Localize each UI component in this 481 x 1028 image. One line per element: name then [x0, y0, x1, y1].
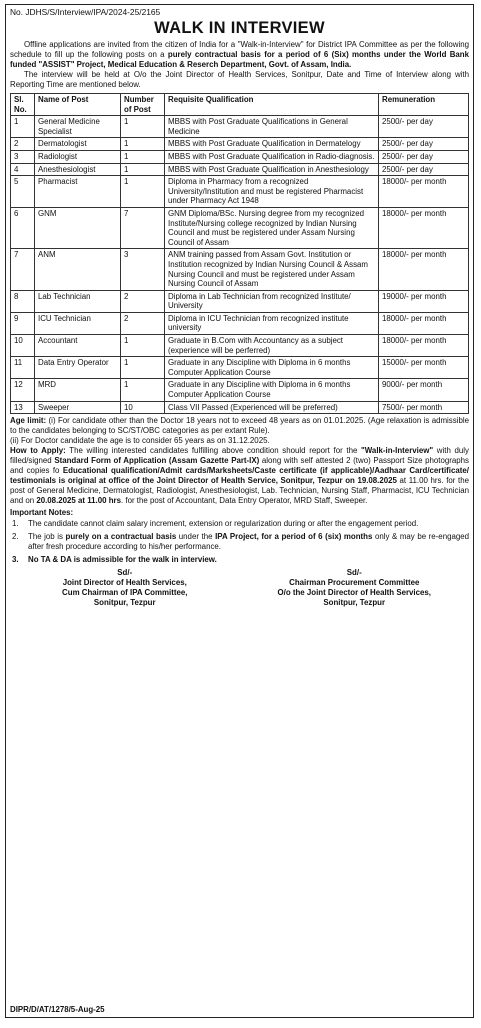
advertisement-page: [5, 4, 474, 1018]
cell-sl: 9: [11, 312, 35, 334]
cell-post: MRD: [35, 379, 121, 401]
cell-remuneration: 19000/- per month: [379, 290, 469, 312]
cell-remuneration: 18000/- per month: [379, 207, 469, 248]
cell-remuneration: 18000/- per month: [379, 176, 469, 208]
cell-post: Anesthesiologist: [35, 163, 121, 176]
col-header-post: Name of Post: [35, 94, 121, 116]
cell-remuneration: 2500/- per day: [379, 163, 469, 176]
cell-post: General Medicine Specialist: [35, 116, 121, 138]
age-limit-text: (i) For candidate other than the Doctor 18 years not to exceed 48 years as on 01.01.2025. (Age relaxation is admissible to the candidates belonging to SC/ST/OBC categories as per extant Rule).: [10, 416, 469, 436]
cell-number: 1: [121, 150, 165, 163]
table-row: [11, 138, 469, 151]
cell-number: 7: [121, 207, 165, 248]
cell-remuneration: 7500/- per month: [379, 401, 469, 414]
intro-paragraph: [10, 40, 469, 70]
note-bold-text: purely on a contractual basis: [65, 532, 177, 542]
cell-number: 1: [121, 163, 165, 176]
table-row: [11, 290, 469, 312]
signature-line: Sonitpur, Tezpur: [323, 598, 386, 608]
cell-number: 1: [121, 379, 165, 401]
cell-qualification: Graduate in any Discipline with Diploma in 6 months Computer Application Course: [165, 379, 379, 401]
cell-qualification: GNM Diploma/BSc. Nursing degree from my recognized Institute/Nursing college recognized by Indian Nursing Council and must be registered under Assam Nursing Council of Assam: [165, 207, 379, 248]
cell-sl: 12: [11, 379, 35, 401]
cell-number: 2: [121, 312, 165, 334]
apply-text: along with self attested 2 (two) Passport Size photographs and copies fo: [10, 456, 469, 476]
col-header-qualification: Requisite Qualification: [165, 94, 379, 116]
cell-remuneration: 18000/- per month: [379, 249, 469, 290]
table-row: [11, 312, 469, 334]
table-row: [11, 116, 469, 138]
table-row: [11, 335, 469, 357]
cell-qualification: Class VII Passed (Experienced will be preferred): [165, 401, 379, 414]
cell-sl: 4: [11, 163, 35, 176]
cell-sl: 7: [11, 249, 35, 290]
intro-bold-text: purely contractual basis for a period of 6 (Six) months under the World Bank funded "ASSIST" Project, Medical Education & Reserch Department, Govt. of Assam, India.: [10, 50, 470, 69]
table-row: [11, 379, 469, 401]
cell-qualification: MBBS with Post Graduate Qualification in Dermatelogy: [165, 138, 379, 151]
signature-line: Sd/-: [346, 568, 362, 578]
how-to-apply-paragraph: [10, 446, 469, 506]
note-text: under the: [176, 532, 216, 542]
cell-number: 1: [121, 176, 165, 208]
signature-line: Chairman Procurement Committee: [289, 578, 420, 588]
age-limit-label: Age limit:: [10, 416, 47, 426]
col-header-remuneration: Remuneration: [379, 94, 469, 116]
apply-bold-text: "Walk-in-Interview": [361, 446, 434, 456]
age-limit-section: [10, 416, 469, 446]
table-row: [11, 207, 469, 248]
note-text: only & may be re-engaged after fresh procedure according to his/her performance.: [28, 532, 470, 552]
signature-line: Cum Chairman of IPA Committee,: [62, 588, 188, 598]
cell-qualification: MBBS with Post Graduate Qualification in Anesthesiology: [165, 163, 379, 176]
cell-sl: 5: [11, 176, 35, 208]
cell-number: 3: [121, 249, 165, 290]
cell-qualification: Graduate in B.Com with Accountancy as a subject (experience will be perferred): [165, 335, 379, 357]
cell-qualification: Diploma in Lab Technician from recognized Institute/ University: [165, 290, 379, 312]
cell-sl: 11: [11, 357, 35, 379]
cell-sl: 2: [11, 138, 35, 151]
cell-remuneration: 2500/- per day: [379, 138, 469, 151]
apply-bold-text: Standard Form of Application (Assam Gazette Part-IX): [54, 456, 260, 466]
reference-number: No. JDHS/S/Interview/IPA/2024-25/2165: [10, 7, 161, 17]
cell-remuneration: 18000/- per month: [379, 312, 469, 334]
cell-post: Accountant: [35, 335, 121, 357]
cell-post: Dermatologist: [35, 138, 121, 151]
cell-remuneration: 2500/- per day: [379, 150, 469, 163]
signature-line: Sonitpur, Tezpur: [93, 598, 156, 608]
cell-number: 2: [121, 290, 165, 312]
cell-post: Data Entry Operator: [35, 357, 121, 379]
apply-text: The willing interested candidates fulfilling above condition should report for the: [65, 446, 362, 456]
table-row: [11, 249, 469, 290]
cell-sl: 8: [11, 290, 35, 312]
cell-sl: 10: [11, 335, 35, 357]
list-item: [10, 519, 469, 529]
cell-sl: 6: [11, 207, 35, 248]
signature-line: Sd/-: [117, 568, 133, 578]
cell-number: 1: [121, 116, 165, 138]
cell-sl: 1: [11, 116, 35, 138]
footer-code: DIPR/D/AT/1278/5-Aug-25: [10, 1005, 105, 1014]
note-text: The job is: [28, 532, 66, 542]
age-limit-doctor: (ii) For Doctor candidate the age is to consider 65 years as on 31.12.2025.: [10, 436, 270, 446]
signature-block: [10, 568, 469, 608]
cell-number: 1: [121, 138, 165, 151]
signature-line: O/o the Joint Director of Health Services,: [277, 588, 431, 598]
cell-post: ANM: [35, 249, 121, 290]
how-to-apply-label: How to Apply:: [10, 446, 66, 456]
posts-table: [10, 93, 469, 414]
apply-bold-text: Educational qualification/Admit cards/Marksheets/Caste certificate (if applicable)/Aadhaar Card/certificate/ testimonials is original at office of the Joint Director of Health Service, Sonitpur, Tezpur on 19.08.2025: [10, 466, 469, 486]
cell-qualification: Diploma in Pharmacy from a recognized University/Institution and must be registered Pharmacist under Pharmacy Act 1948: [165, 176, 379, 208]
cell-qualification: Graduate in any Discipline with Diploma in 6 months Computer Application Course: [165, 357, 379, 379]
table-row: [11, 401, 469, 414]
signature-line: Joint Director of Health Services,: [62, 578, 187, 588]
cell-number: 1: [121, 357, 165, 379]
apply-text: at 11.00 hrs. for the post of General Medicine, Dermatologist, Radiologist, Anesthesiologist, Lab. Technician, Nursing Staff, Pharmacist, ICU Technician and on: [10, 476, 469, 506]
cell-remuneration: 9000/- per month: [379, 379, 469, 401]
cell-post: Sweeper: [35, 401, 121, 414]
interview-venue-paragraph: The interview will be held at O/o the Joint Director of Health Services, Sonitpur, Date and Time of Interview along with Reporting Time are mentioned below.: [10, 70, 469, 89]
cell-number: 10: [121, 401, 165, 414]
col-header-number: Number of Post: [121, 94, 165, 116]
cell-remuneration: 18000/- per month: [379, 335, 469, 357]
cell-sl: 13: [11, 401, 35, 414]
cell-sl: 3: [11, 150, 35, 163]
apply-bold-text: 20.08.2025 at 11.00 hrs: [36, 496, 122, 506]
table-row: [11, 176, 469, 208]
intro-text: Offline applications are invited from the citizen of India for a "Walk-in-Interview" for District IPA Committee as per the following schedule to fill up the following posts on a: [10, 40, 469, 59]
cell-remuneration: 2500/- per day: [379, 116, 469, 138]
cell-qualification: Diploma in ICU Technician from recognized institute university: [165, 312, 379, 334]
table-row: [11, 357, 469, 379]
cell-post: Radiologist: [35, 150, 121, 163]
cell-post: ICU Technician: [35, 312, 121, 334]
list-item: [10, 555, 469, 565]
cell-qualification: ANM training passed from Assam Govt. Institution or Institution recognized by Indian Nursing Council & Assam Nursing Council and must be registered under Assam Nursing Council of Assam: [165, 249, 379, 290]
page-title: WALK IN INTERVIEW: [154, 19, 325, 37]
note-number: 1.: [12, 519, 19, 529]
table-header-row: [11, 94, 469, 116]
cell-number: 1: [121, 335, 165, 357]
table-row: [11, 150, 469, 163]
apply-text: . for the post of Accountant, Data Entry Operator, MRD Staff, Sweeper.: [121, 496, 368, 506]
note-text: The candidate cannot claim salary increment, extension or regularization during or after the engagement period.: [28, 519, 419, 529]
note-bold-text: IPA Project, for a period of 6 (six) months: [215, 532, 373, 542]
table-row: [11, 163, 469, 176]
signature-right: [240, 568, 470, 608]
important-notes-heading: Important Notes:: [10, 508, 74, 518]
list-item: [10, 532, 469, 552]
cell-post: Lab Technician: [35, 290, 121, 312]
cell-remuneration: 15000/- per month: [379, 357, 469, 379]
apply-text: with duly filled/signed: [10, 446, 469, 466]
cell-qualification: MBBS with Post Graduate Qualifications in General Medicine: [165, 116, 379, 138]
note-bold-text: No TA & DA is admissible for the walk in interview.: [28, 555, 217, 565]
cell-post: GNM: [35, 207, 121, 248]
cell-qualification: MBBS with Post Graduate Qualification in Radio-diagnosis.: [165, 150, 379, 163]
important-notes-list: [10, 519, 469, 565]
cell-post: Pharmacist: [35, 176, 121, 208]
note-number: 3.: [12, 555, 19, 565]
col-header-sl: Sl. No.: [11, 94, 35, 116]
note-number: 2.: [12, 532, 19, 542]
signature-left: [10, 568, 240, 608]
